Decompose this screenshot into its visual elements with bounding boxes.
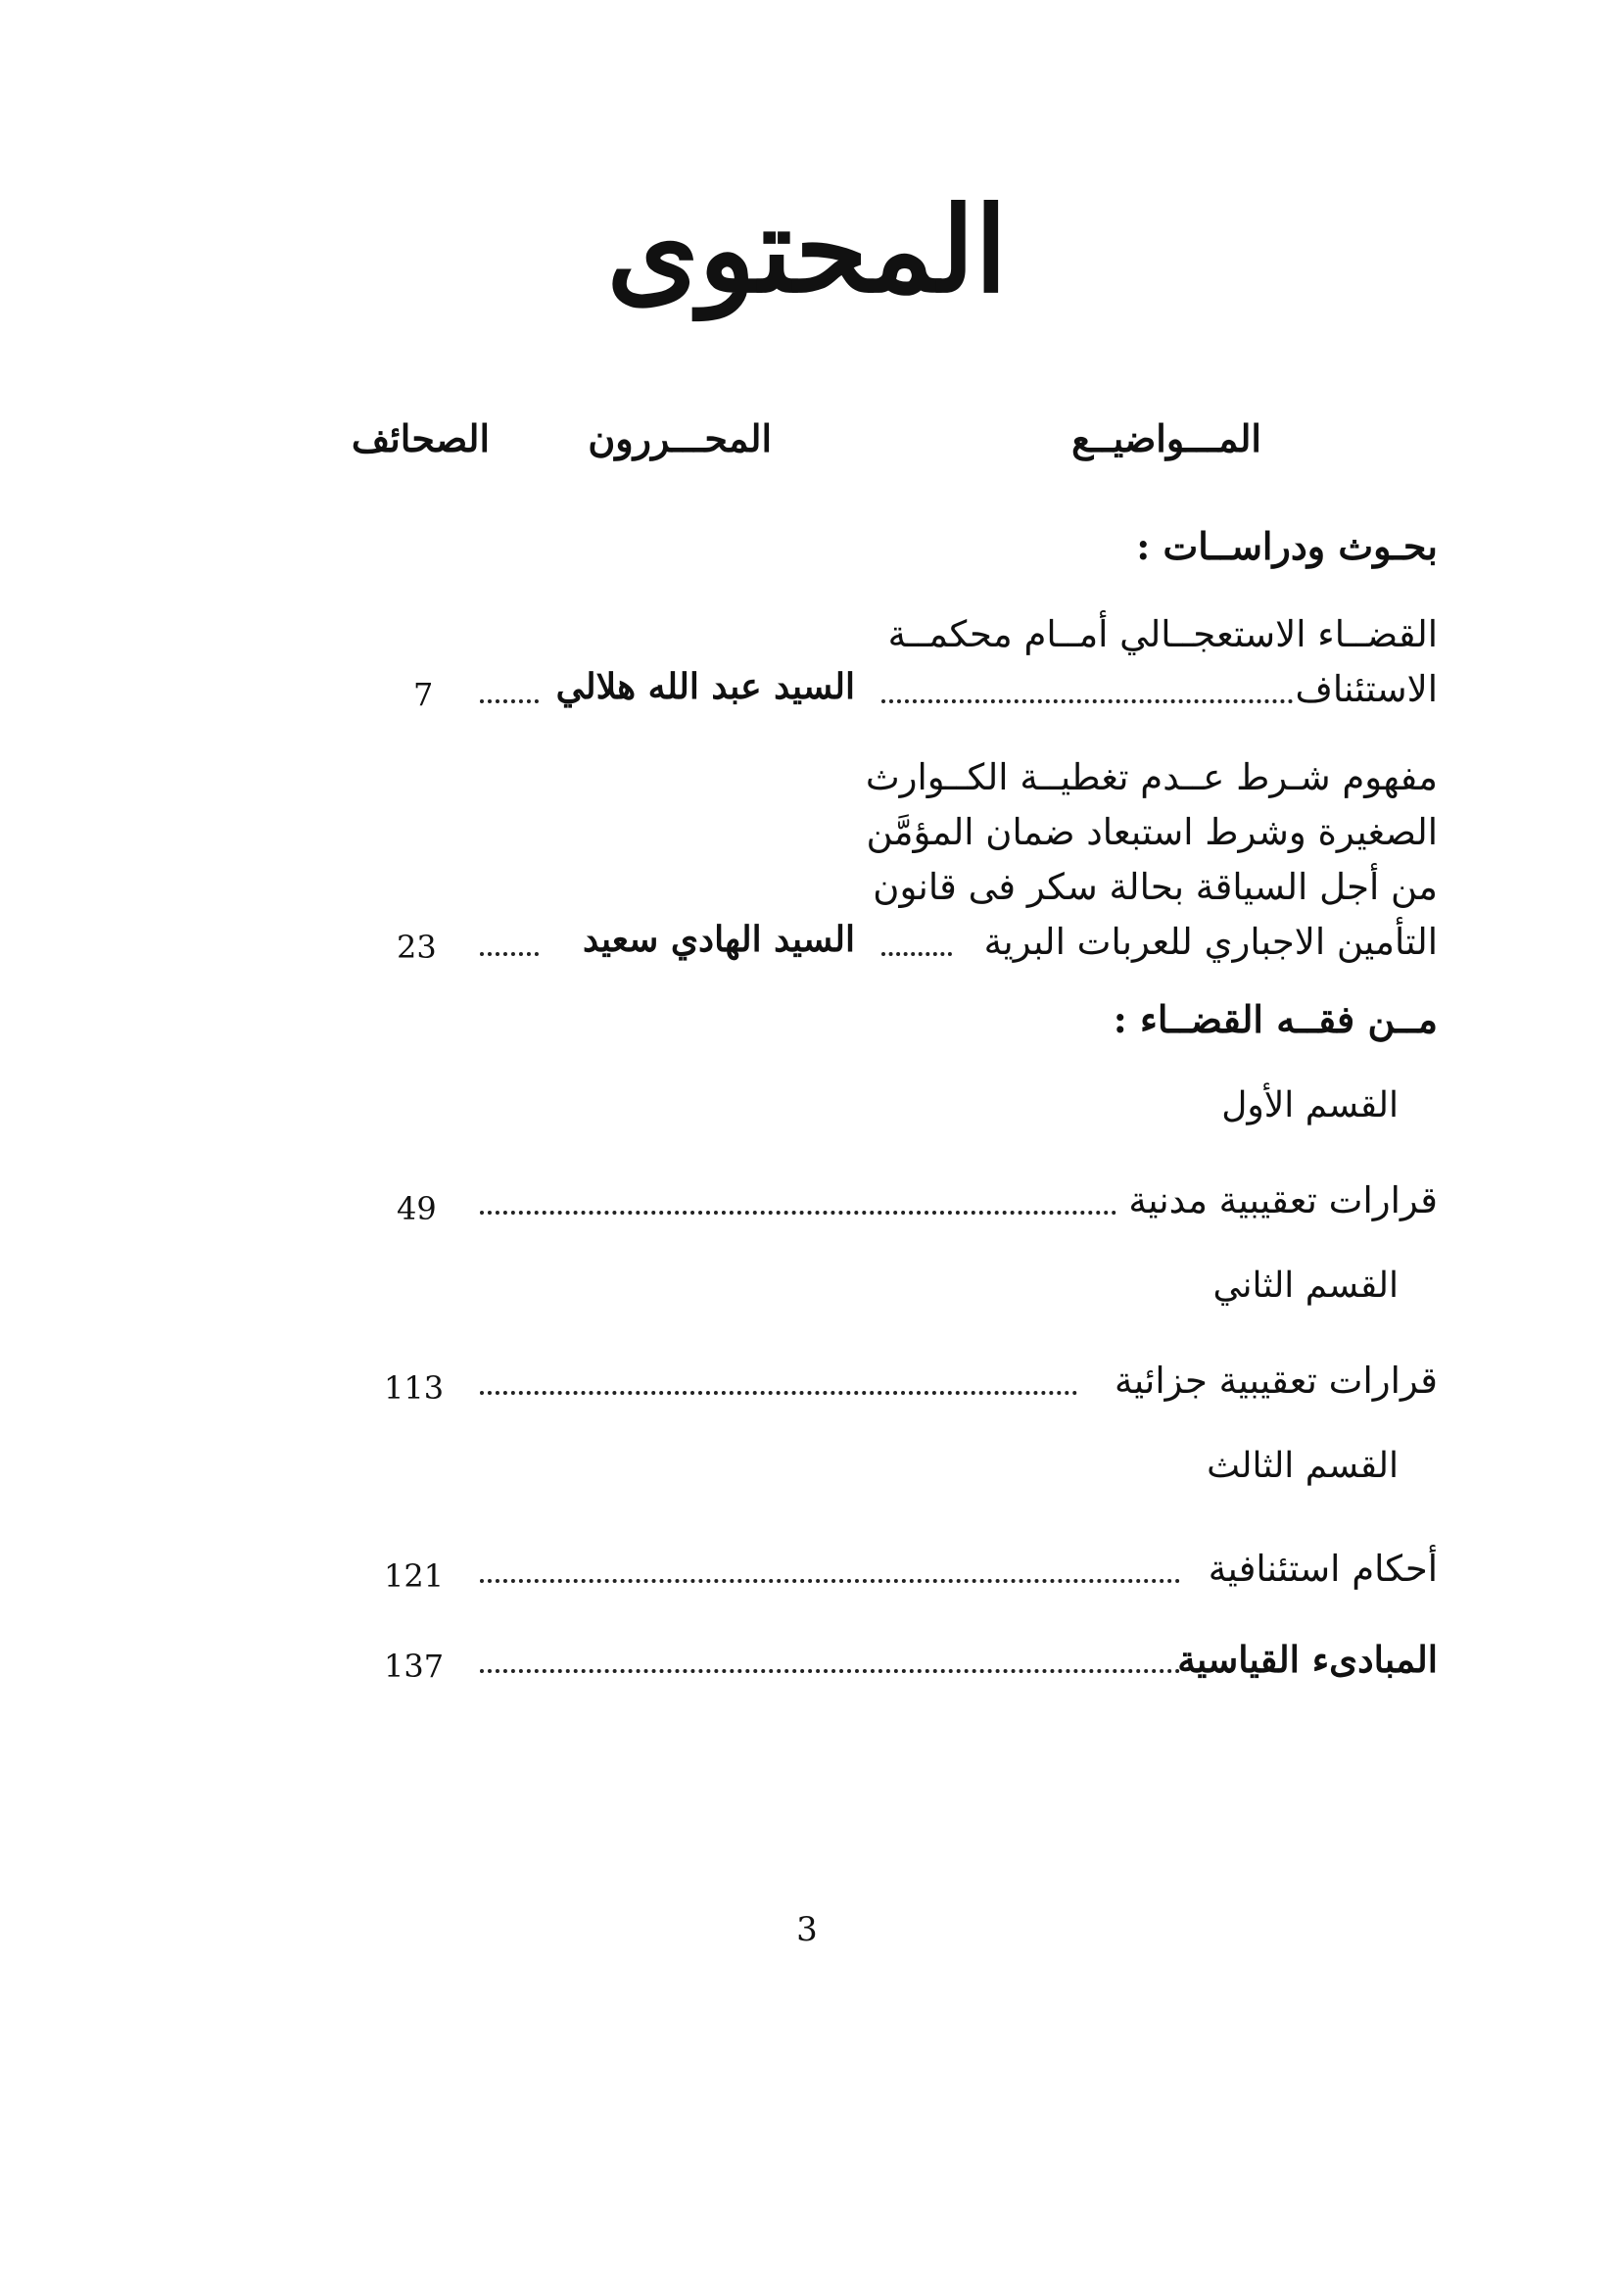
page-title: المحتوى <box>606 181 1008 319</box>
part-3-entry: أحكام استئنافية <box>1208 1548 1438 1590</box>
part-3-leader <box>480 1579 1180 1583</box>
principles-page: 137 <box>384 1648 445 1685</box>
page-number: 3 <box>796 1910 818 1949</box>
part-2-label: القسم الثاني <box>1212 1266 1399 1306</box>
entry-2-page: 23 <box>397 929 437 966</box>
entry-1-line-2: الاستئناف <box>1295 668 1438 710</box>
entry-2-line-4: التأمين الاجباري للعربات البرية <box>983 921 1438 963</box>
principles-entry: المبادىء القياسية <box>1177 1638 1438 1681</box>
entry-2-line-2: الصغيرة وشرط استبعاد ضمان المؤمَّن <box>866 811 1438 853</box>
column-header-pages: الصحائف <box>351 416 490 460</box>
principles-leader <box>480 1669 1180 1673</box>
column-header-topics: المـــواضيــع <box>1071 416 1261 460</box>
column-header-editors: المحـــررون <box>588 416 772 460</box>
part-3-label: القسم الثالث <box>1207 1446 1399 1486</box>
entry-1-leader-author <box>480 699 539 703</box>
entry-1-author: السيد عبد الله هلالي <box>555 666 855 707</box>
entry-2-line-1: مفهوم شـرط عــدم تغطيــة الكــوارث <box>865 756 1438 798</box>
entry-2-leader-topic <box>881 952 952 956</box>
part-1-leader <box>480 1211 1116 1215</box>
entry-2-leader-author <box>480 952 539 956</box>
entry-1-leader-topic <box>881 699 1293 703</box>
part-1-page: 49 <box>397 1190 437 1227</box>
part-2-leader <box>480 1391 1077 1395</box>
entry-1-line-1: القضــاء الاستعجــالي أمــام محكمــة <box>887 613 1438 655</box>
part-3-page: 121 <box>384 1557 445 1595</box>
entry-2-author: السيد الهادي سعيد <box>583 919 855 960</box>
part-1-entry: قرارات تعقيبية مدنية <box>1128 1179 1438 1221</box>
section-heading-research: بحـوث ودراســات : <box>1136 524 1438 568</box>
part-1-label: القسم الأول <box>1221 1085 1399 1125</box>
entry-2-line-3: من أجل السياقة بحالة سكر فى قانون <box>873 866 1438 908</box>
part-2-page: 113 <box>384 1369 445 1407</box>
entry-1-page: 7 <box>413 676 434 713</box>
section-heading-jurisprudence: مــن فقــه القضــاء : <box>1113 997 1438 1041</box>
part-2-entry: قرارات تعقيبية جزائية <box>1115 1360 1438 1402</box>
